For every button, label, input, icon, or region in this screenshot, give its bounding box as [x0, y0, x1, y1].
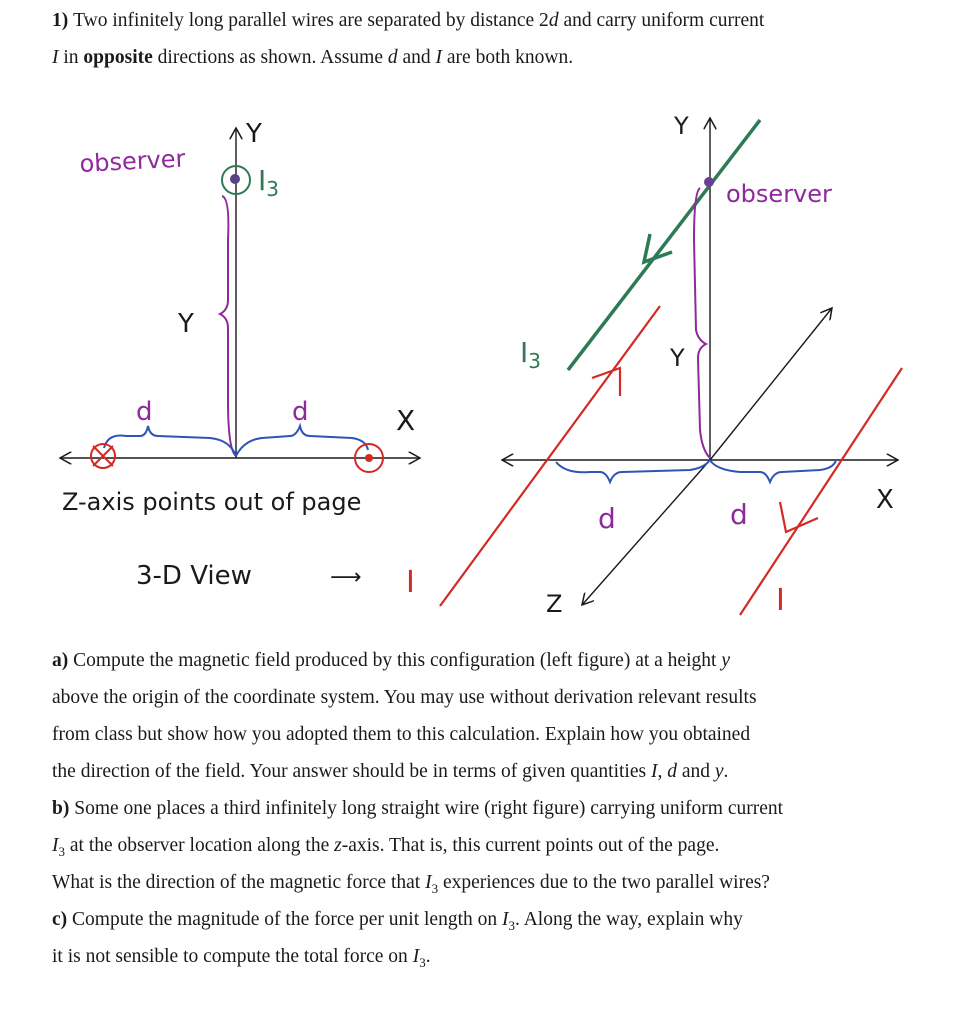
left-observer-label: observer: [78, 144, 187, 178]
right-current-label: $I_3$: [520, 336, 541, 373]
right-d-right-label: d: [730, 498, 748, 531]
part-a-line-1: a) Compute the magnetic field produced by this configuration (left figure) at a height y: [52, 650, 730, 671]
left-x-axis-label: X: [396, 404, 416, 437]
problem-number: 1): [52, 10, 74, 31]
figures: [0, 100, 954, 640]
left-y-axis-label: Y: [246, 119, 262, 149]
problem-intro-line-1: 1) Two infinitely long parallel wires are separated by distance 2d and carry uniform current: [52, 10, 765, 31]
right-d-brace-left: [556, 460, 710, 482]
right-y-axis-label: Y: [674, 112, 689, 140]
part-b-line-3: What is the direction of the magnetic force that $I_3$ experiences due to the two parallel wires?: [52, 872, 770, 896]
left-figure: [60, 119, 420, 600]
part-a-label: a): [52, 650, 69, 671]
right-d-brace-right: [710, 460, 836, 482]
left-observer-dot: [230, 174, 240, 184]
left-d-right-label: d: [292, 397, 309, 427]
right-i3-wire: [568, 120, 760, 370]
right-d-left-label: d: [598, 502, 616, 535]
left-d-left-label: d: [136, 397, 153, 427]
part-b-line-1: b) Some one places a third infinitely long straight wire (right figure) carrying uniform current: [52, 798, 784, 819]
left-wire-out-of-page-dot: [365, 454, 373, 462]
right-z-axis-label: Z: [546, 590, 563, 618]
part-a-line-4: the direction of the field. Your answer should be in terms of given quantities I, d and y.: [52, 761, 729, 782]
part-c-label: c): [52, 909, 68, 930]
part-b-line-2: $I_3$ at the observer location along the z-axis. That is, this current points out of the page.: [52, 835, 720, 859]
right-figure: [440, 112, 902, 618]
right-x-axis-label: X: [876, 485, 894, 515]
left-d-brace-right: [236, 426, 368, 456]
left-current-label: $I_3$: [258, 164, 279, 201]
right-observer-label: observer: [726, 180, 832, 208]
problem-intro-line-2: I in opposite directions as shown. Assume d and I are both known.: [52, 47, 574, 68]
part-c-line-1: c) Compute the magnitude of the force per unit length on $I_3$. Along the way, explain why: [52, 909, 743, 933]
left-y-brace: [220, 196, 236, 456]
left-view-current: I: [406, 565, 415, 600]
right-red-wire-left: [440, 306, 660, 606]
right-current-right-label: I: [776, 583, 785, 618]
left-view-note: 3-D View: [136, 561, 252, 591]
right-y-brace-label: Y: [670, 344, 685, 372]
left-z-axis-note: Z-axis points out of page: [62, 488, 362, 516]
part-b-label: b): [52, 798, 70, 819]
right-y-brace: [694, 188, 710, 458]
left-y-brace-label: Y: [178, 309, 194, 339]
left-view-arrow: ⟶: [330, 565, 362, 590]
emphasis-opposite: opposite: [83, 47, 153, 68]
part-a-line-3: from class but show how you adopted them to this calculation. Explain how you obtained: [52, 724, 751, 745]
right-observer-dot: [704, 177, 714, 187]
left-d-brace-left: [104, 426, 236, 456]
part-a-line-2: above the origin of the coordinate system. You may use without derivation relevant results: [52, 687, 757, 708]
part-c-line-2: it is not sensible to compute the total force on $I_3$.: [52, 946, 431, 970]
right-z-axis-back: [710, 308, 832, 460]
